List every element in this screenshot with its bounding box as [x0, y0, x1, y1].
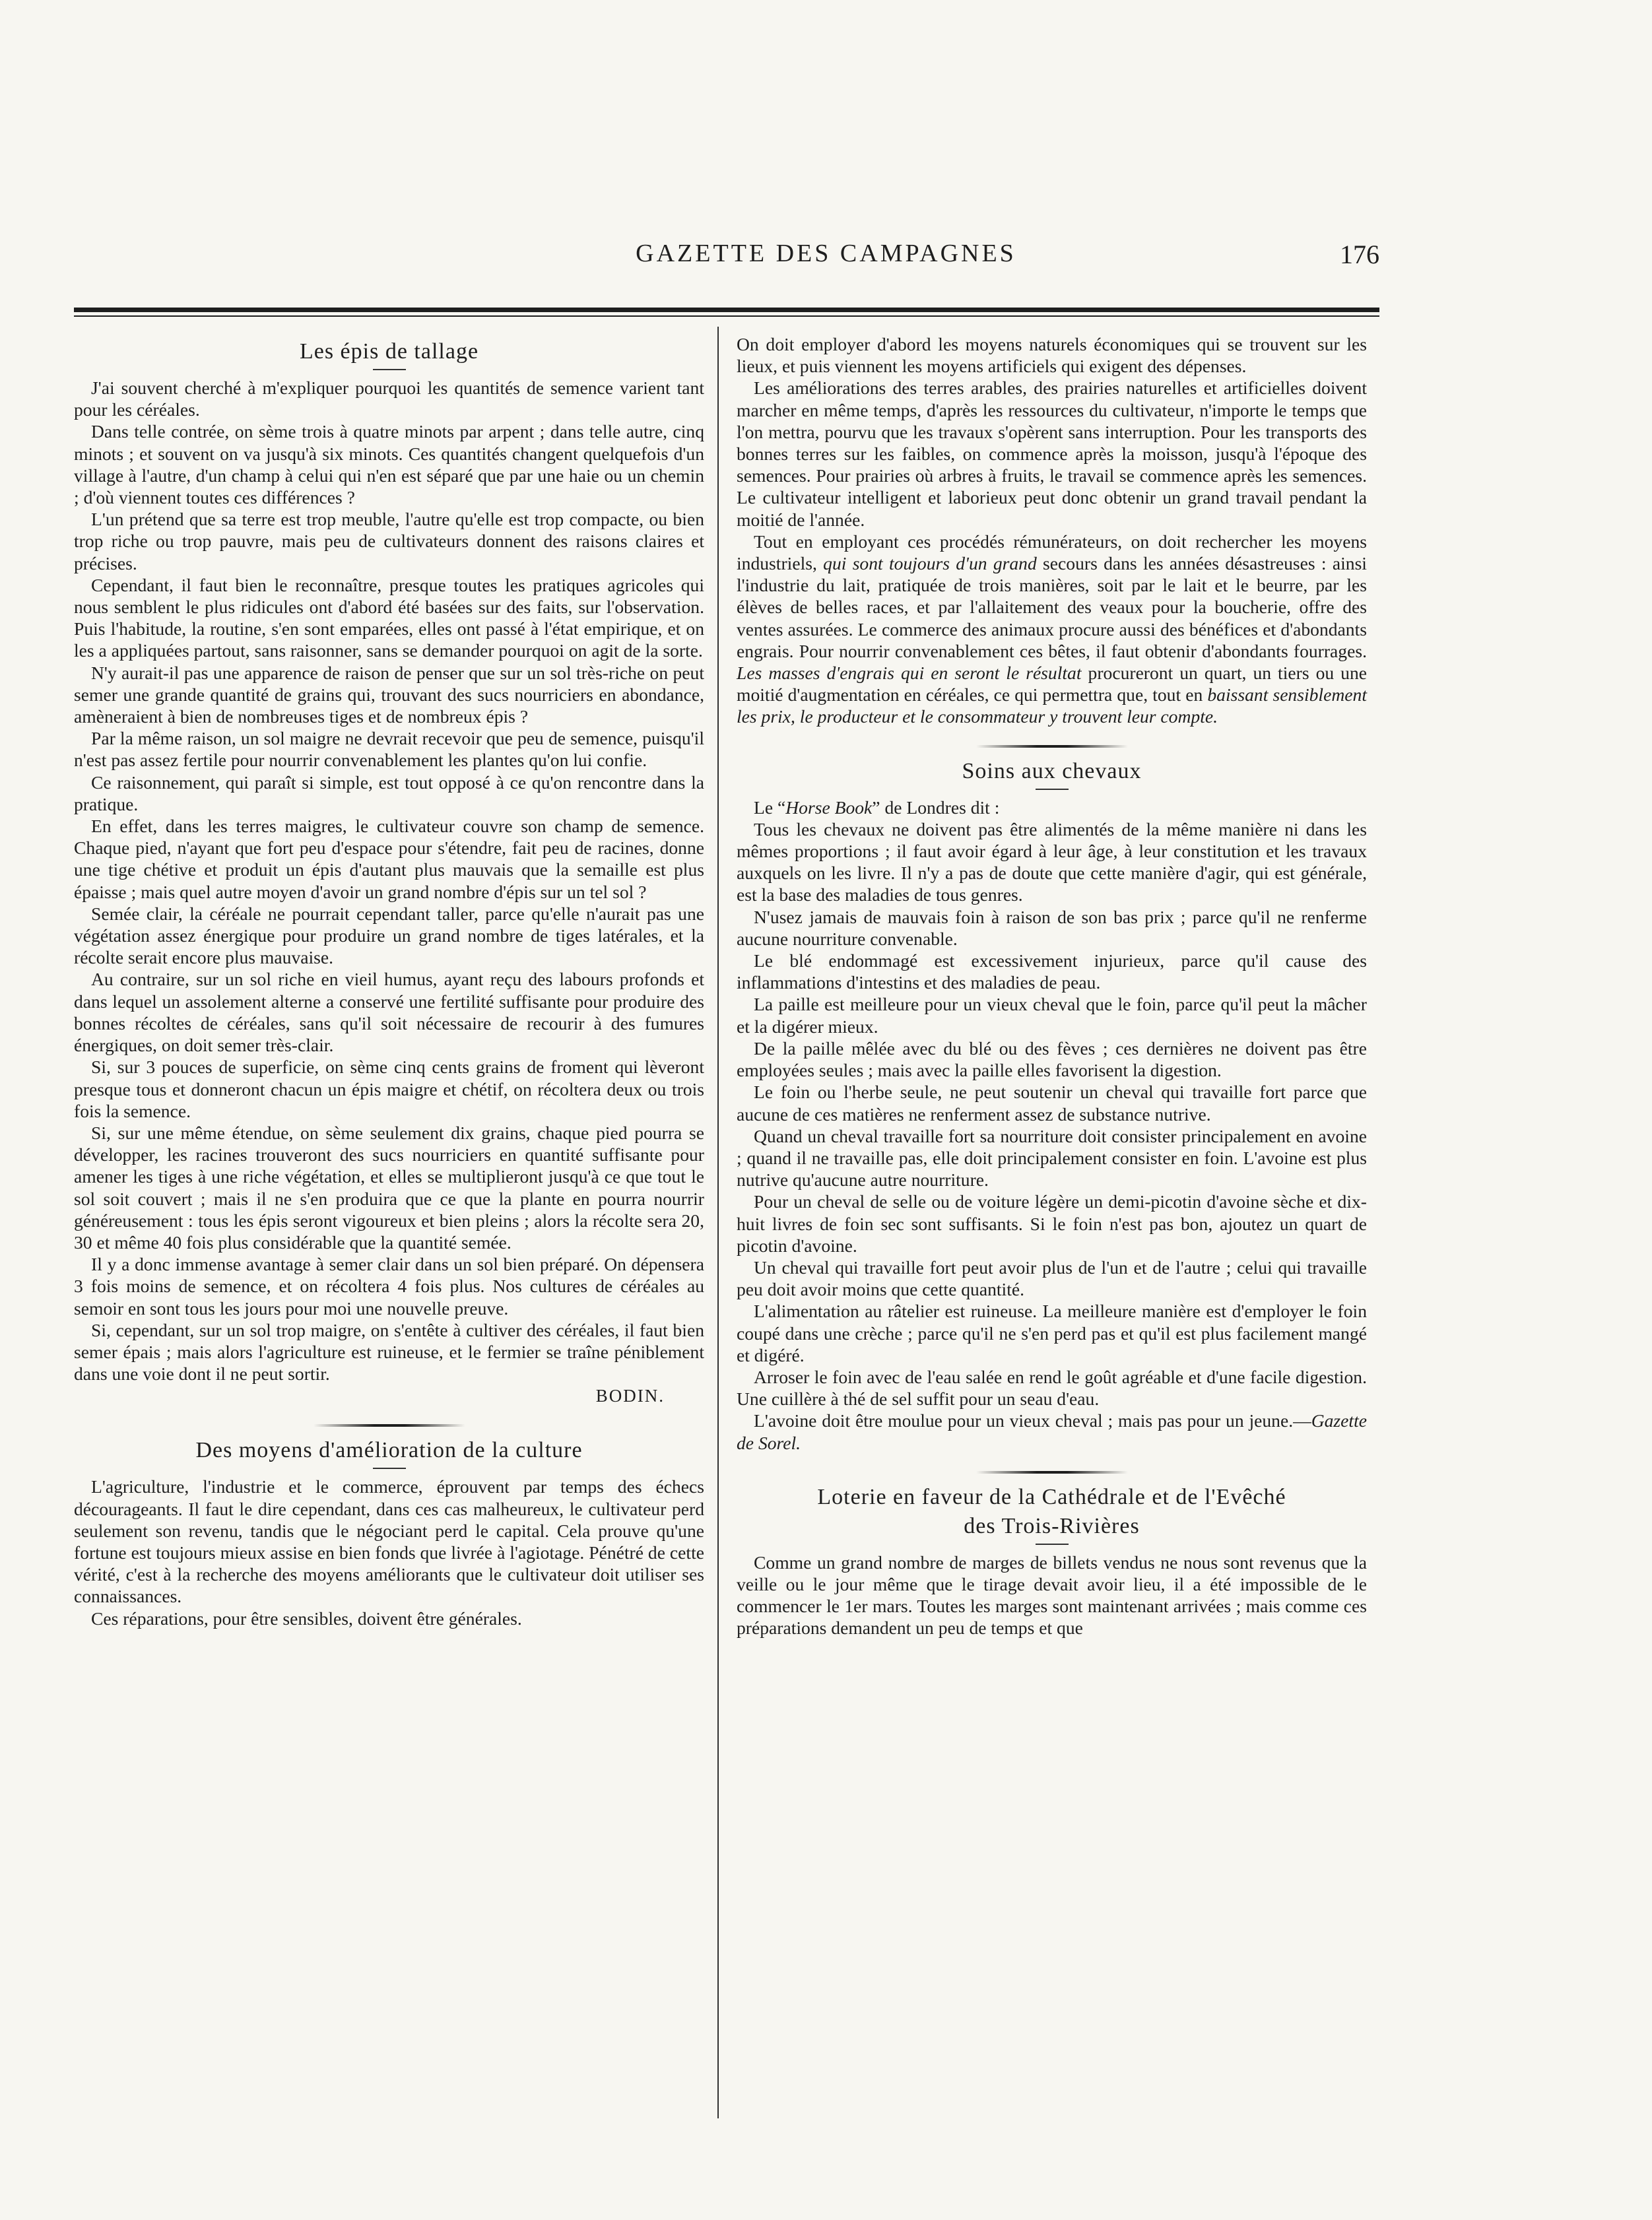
header-rule-thin — [74, 315, 1379, 317]
article-title-amelioration: Des moyens d'amélioration de la culture — [195, 1438, 583, 1463]
title-line: Loterie en faveur de la Cathédrale et de l'Evêché — [817, 1484, 1286, 1509]
paragraph: Le foin ou l'herbe seule, ne peut soutenir un cheval qui travaille fort parce que aucune de ces matières ne renferment assez de substance nutrive. — [737, 1082, 1367, 1125]
paragraph: Si, sur 3 pouces de superficie, on sème cinq cents grains de froment qui lèveront presque tous et donneront chacun un épis maigre et chétif, on récoltera deux ou trois fois la semence. — [74, 1057, 704, 1121]
column-divider — [717, 327, 719, 2118]
paragraph: Ce raisonnement, qui paraît si simple, est tout opposé à ce qu'on rencontre dans la pratique. — [74, 771, 704, 814]
paragraph: L'un prétend que sa terre est trop meuble, l'autre qu'elle est trop compacte, ou bien trop riche ou trop pauvre, mais peu de cultivateurs donnent des raisons claires et précises. — [74, 509, 704, 573]
paragraph: Au contraire, sur un sol riche en vieil humus, ayant reçu des labours profonds et dans lequel un assolement alterne a conservé une fertilité suffisante pour produire des bonnes récoltes de céréales, sans qu'il soit nécessaire de recourir à des fumures énergiques, on doit semer très-clair. — [74, 969, 704, 1056]
paragraph: L'alimentation au râtelier est ruineuse. La meilleure manière est d'employer le foin coupé dans une crèche ; parce qu'il ne s'en perd pas et qu'il est plus facilement mangé et digéré. — [737, 1301, 1367, 1365]
italic-text: qui sont toujours d'un grand — [823, 553, 1037, 574]
text-run: Tout en employant ces procédés rémunérateurs, on doit rechercher les moyens industriels, — [737, 531, 1367, 574]
text-run: L'avoine doit être moulue pour un vieux cheval ; mais pas pour un jeune.— — [754, 1410, 1311, 1431]
paragraph: L'agriculture, l'industrie et le commerce, éprouvent par temps des échecs décourageants. Il faut le dire cependant, dans ces cas malheureux, le cultivateur perd seulement son revenu, tandis que le négociant perd le capital. Cela prouve qu'une fortune est toujours mieux assise en bien fonds que livrée à l'agiotage. Pénétré de cette vérité, c'est à la recherche des moyens améliorants que le cultivateur doit utiliser ses connaissances. — [74, 1476, 704, 1607]
article-title-loterie — [737, 1483, 1367, 1541]
page-number: 176 — [1340, 240, 1379, 269]
italic-text: baissant sensiblement les prix, le producteur et le consommateur y trouvent leur compte. — [737, 684, 1367, 727]
paragraph: Comme un grand nombre de marges de billets vendus ne nous sont revenus que la veille ou le jour même que le tirage devait avoir lieu, il a été impossible de le commencer le 1er mars. Toutes les marges sont maintenant arrivées ; mais comme ces préparations demandent un peu de temps et que — [737, 1551, 1367, 1639]
paragraph — [737, 531, 1367, 728]
title-dash — [1036, 1544, 1069, 1545]
paragraph: Un cheval qui travaille fort peut avoir plus de l'un et de l'autre ; celui qui travaille peu doit avoir moins que cette quantité. — [737, 1257, 1367, 1300]
paragraph: J'ai souvent cherché à m'expliquer pourquoi les quantités de semence varient tant pour les céréales. — [74, 377, 704, 420]
title-dash — [373, 1468, 406, 1469]
header-rule — [74, 308, 1379, 312]
paragraph: En effet, dans les terres maigres, le cultivateur couvre son champ de semence. Chaque pied, n'ayant que fort peu d'espace pour s'étendre, fait peu de racines, donne une tige chétive et produit un épis d'autant plus mauvais que la semaille est plus épaisse ; mais quel autre moyen d'avoir un grand nombre d'épis sur un tel sol ? — [74, 816, 704, 902]
paragraph: Tous les chevaux ne doivent pas être alimentés de la même manière ni dans les mêmes proportions ; il faut avoir égard à leur âge, à leur constitution et les travaux auxquels on les livre. Il n'y a pas de doute que cette manière d'agir, qui est générale, est la base des maladies de tous genres. — [737, 818, 1367, 905]
title-dash — [1036, 789, 1069, 790]
paragraph: Les améliorations des terres arables, des prairies naturelles et artificielles doivent marcher en même temps, d'après les ressources du cultivateur, n'importe le temps que l'on mettra, pourvu que les travaux s'opèrent sans interruption. Pour les transports des bonnes terres sur les faibles, on commence après la moisson, jusqu'à l'époque des semences. Pour prairies où arbres à fruits, le travail se commence après les semences. Le cultivateur intelligent et laborieux peut donc obtenir un grand travail pendant la moitié de l'année. — [737, 377, 1367, 530]
left-column — [74, 333, 704, 1629]
paragraph: N'usez jamais de mauvais foin à raison de son bas prix ; parce qu'il ne renferme aucune nourriture convenable. — [737, 906, 1367, 949]
paragraph: Par la même raison, un sol maigre ne devrait recevoir que peu de semence, puisqu'il n'est pas assez fertile pour nourrir convenablement les plantes qu'on lui confie. — [74, 728, 704, 771]
paragraph: Arroser le foin avec de l'eau salée en rend le goût agréable et d'une facile digestion. Une cuillère à thé de sel suffit pour un seau d'eau. — [737, 1366, 1367, 1410]
title-line: des Trois-Rivières — [964, 1513, 1140, 1538]
text-run: procureront un quart, un tiers ou une moitié d'augmentation en céréales, ce qui permettra que, tout en — [737, 663, 1368, 705]
article-title-chevaux: Soins aux chevaux — [962, 758, 1142, 783]
right-column — [737, 333, 1367, 1639]
paragraph: Il y a donc immense avantage à semer clair dans un sol bien préparé. On dépensera 3 fois moins de semence, et on récoltera 4 fois plus. Nos cultures de céréales au semoir en sont tous les jours pour moi une nouvelle preuve. — [74, 1254, 704, 1319]
text-run: Le “ — [754, 797, 786, 818]
article-title-epis: Les épis de tallage — [299, 339, 479, 364]
italic-text: Horse Book — [785, 797, 873, 818]
paragraph: Pour un cheval de selle ou de voiture légère un demi-picotin d'avoine sèche et dix-huit livres de foin sec sont suffisants. Si le foin n'est pas bon, ajoutez un quart de picotin d'avoine. — [737, 1191, 1367, 1256]
paragraph: De la paille mêlée avec du blé ou des fèves ; ces dernières ne doivent pas être employées seules ; mais avec la paille elles favorisent la digestion. — [737, 1037, 1367, 1081]
paragraph: Si, sur une même étendue, on sème seulement dix grains, chaque pied pourra se développer, les racines trouveront des sucs nourriciers en quantité suffisante pour amener les tiges à une riche végétation, et elles se multiplieront jusqu'à ce que tout le sol soit couvert ; mais il ne s'en produira que ce que la plante en pourra nourrir généreusement : tous les épis seront vigoureux et bien pleins ; alors la récolte sera 20, 30 et même 40 fois plus considérable que la quantité semée. — [74, 1122, 704, 1253]
newspaper-title: GAZETTE DES CAMPAGNES — [636, 240, 1016, 267]
paragraph: Semée clair, la céréale ne pourrait cependant taller, parce qu'elle n'aurait pas une végétation assez énergique pour produire un grand nombre de tiges latérales, et la récolte serait encore plus mauvaise. — [74, 903, 704, 968]
paragraph: On doit employer d'abord les moyens naturels économiques qui se trouvent sur les lieux, et puis viennent les moyens artificiels qui exigent des dépenses. — [737, 334, 1367, 377]
text-run: secours dans les années désastreuses : ainsi l'industrie du lait, pratiquée de trois manières, soit par le lait et le beurre, par les élèves de belles races, et par l'allaitement des veaux pour la boucherie, offre des ventes assurées. Le commerce des animaux procure aussi des bénéfices et d'abondants engrais. Pour nourrir convenablement ces bêtes, il faut obtenir d'abondants fourrages. — [737, 553, 1367, 661]
paragraph — [737, 797, 1367, 818]
paragraph — [737, 1410, 1367, 1453]
paragraph: Le blé endommagé est excessivement injurieux, parce qu'il cause des inflammations d'intestins et des maladies de peau. — [737, 950, 1367, 993]
text-run: ” de Londres dit : — [872, 797, 1000, 818]
author-signature: BODIN. — [595, 1386, 665, 1406]
page-header — [0, 239, 1652, 278]
italic-text: Gazette de Sorel. — [737, 1410, 1367, 1453]
paragraph: Si, cependant, sur un sol trop maigre, on s'entête à cultiver des céréales, il faut bien semer épais ; mais alors l'agriculture est ruineuse, et le fermier se traîne péniblement dans une voie dont il ne peut sortir. — [74, 1319, 704, 1385]
italic-text: Les masses d'engrais qui en seront le résultat — [737, 663, 1082, 684]
section-separator — [976, 1471, 1128, 1474]
paragraph: N'y aurait-il pas une apparence de raison de penser que sur un sol très-riche on peut semer une grande quantité de grains qui, trouvant des sucs nourriciers en abondance, amèneraient à bien de nombreuses tiges et de nombreux épis ? — [74, 662, 704, 727]
paragraph: Ces réparations, pour être sensibles, doivent être générales. — [91, 1608, 522, 1629]
paragraph: Dans telle contrée, on sème trois à quatre minots par arpent ; dans telle autre, cinq minots ; et souvent on va jusqu'à six minots. Ces quantités changent quelquefois d'un village à l'autre, d'un champ à celui qui n'en est séparé que par une haie ou un chemin ; d'où viennent toutes ces différences ? — [74, 421, 704, 508]
section-separator — [314, 1424, 465, 1427]
paragraph: Quand un cheval travaille fort sa nourriture doit consister principalement en avoine ; quand il ne travaille pas, elle doit principalement consister en foin. L'avoine est plus nutrive qu'aucune autre nourriture. — [737, 1125, 1367, 1191]
title-dash — [373, 369, 406, 370]
section-separator — [976, 745, 1128, 748]
paragraph: Cependant, il faut bien le reconnaître, presque toutes les pratiques agricoles qui nous semblent le plus ridicules ont d'abord été basées sur des faits, sur l'observation. Puis l'habitude, la routine, s'en sont emparées, elles ont passé à l'état empirique, et on les a appliquées partout, sans raisonner, sans se demander pourquoi on agit de la sorte. — [74, 574, 704, 661]
paragraph: La paille est meilleure pour un vieux cheval que le foin, parce qu'il peut la mâcher et la digérer mieux. — [737, 994, 1367, 1037]
